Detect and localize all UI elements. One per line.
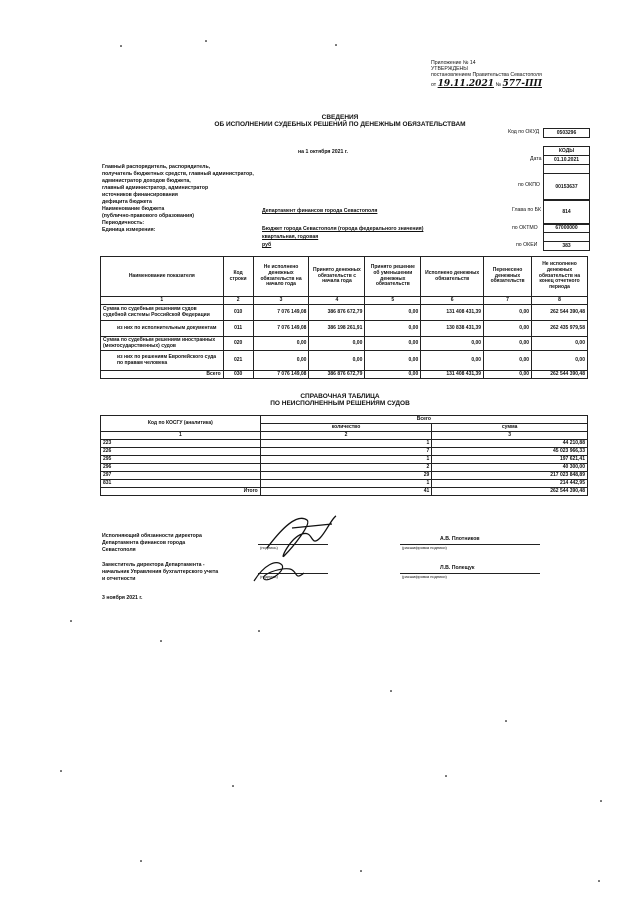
signature-date: 3 ноября 2021 г. (102, 595, 143, 601)
bk-code: 814 (543, 199, 590, 225)
info-line: Периодичность: (102, 220, 145, 227)
ref-header-qty: количество (260, 424, 432, 432)
info-line: Единица измерения: (102, 227, 156, 234)
signer2-role-line: и отчетности (102, 576, 136, 583)
table-row (101, 464, 588, 472)
ref-sum: 197 621,41 (432, 456, 588, 464)
ref-header-sum: сумма (432, 424, 588, 432)
ref-header-kosgu: Код по КОСГУ (аналитика) (101, 416, 261, 432)
row-code: 021 (223, 351, 253, 371)
row-value: 0,00 (253, 337, 309, 351)
ref-code: 297 (101, 472, 261, 480)
table-total-row (101, 371, 588, 379)
table-row (101, 448, 588, 456)
scan-speck (140, 860, 142, 862)
approval-date-line (431, 79, 606, 89)
okei-code: 383 (543, 241, 590, 251)
ref-title (230, 393, 450, 408)
scan-speck (505, 720, 507, 722)
ref-colnum-row (101, 432, 588, 440)
approval-number: 577-ПП (502, 78, 542, 89)
ref-header-row (101, 416, 588, 424)
table-row (101, 456, 588, 464)
scan-speck (70, 620, 72, 622)
row-value: 262 544 390,48 (532, 305, 588, 321)
okpo-code: 00153637 (543, 173, 590, 201)
unit: руб (262, 242, 272, 248)
signer1-name: А.В. Плотников (440, 536, 480, 542)
header-cell: Перенесено денежных обязательств (484, 257, 532, 297)
signer1-role-line: Департамента финансов города (102, 540, 186, 547)
ref-sum: 40 300,00 (432, 464, 588, 472)
row-value: 262 435 979,58 (532, 321, 588, 337)
row-value: 0,00 (253, 351, 309, 371)
oktmo-code: 67000000 (543, 223, 590, 233)
row-value: 0,00 (365, 351, 421, 371)
scan-speck (445, 775, 447, 777)
row-value: 386 198 261,91 (309, 321, 365, 337)
row-name: Сумма по судебным решениям судов судебной системы Российской Федерации (101, 305, 224, 321)
scan-speck (160, 640, 162, 642)
signer2-role (102, 562, 218, 583)
ref-qty: 29 (260, 472, 432, 480)
header-cell: Принято решение об уменьшении денежных обязательств (365, 257, 421, 297)
ref-sum: 45 023 966,33 (432, 448, 588, 456)
row-value: 0,00 (484, 337, 532, 351)
info-line: получатель бюджетных средств, главный администратор, (102, 171, 254, 178)
row-value: 0,00 (484, 305, 532, 321)
ref-code: 223 (101, 440, 261, 448)
signer1-name-caption: (расшифровка подписи) (402, 545, 447, 550)
scan-speck (205, 40, 207, 42)
ref-qty: 7 (260, 448, 432, 456)
document-title (180, 114, 500, 129)
header-cell: Код строки (223, 257, 253, 297)
scan-speck (360, 870, 362, 872)
table-row (101, 480, 588, 488)
row-name: из них по решениям Европейского суда по правам человека (101, 351, 224, 371)
ref-qty: 2 (260, 464, 432, 472)
ref-code: 831 (101, 480, 261, 488)
org-name: Департамент финансов города Севастополя (262, 208, 378, 214)
row-value: 131 408 431,39 (421, 371, 484, 379)
header-cell: Исполнено денежных обязательств (421, 257, 484, 297)
ref-total-label: Итого (101, 488, 261, 496)
okei-label: по ОКЕИ (516, 242, 538, 248)
ref-code: 295 (101, 456, 261, 464)
row-name: Всего (101, 371, 224, 379)
ref-qty: 1 (260, 440, 432, 448)
header-cell: Наименование показателя (101, 257, 224, 297)
signer1-sign-caption: (подпись) (260, 545, 278, 550)
scan-speck (60, 770, 62, 772)
col-num: 2 (260, 432, 432, 440)
approval-num-label: № (495, 81, 502, 88)
row-value: 0,00 (365, 321, 421, 337)
row-value: 0,00 (309, 351, 365, 371)
row-value: 0,00 (421, 351, 484, 371)
ref-qty: 1 (260, 456, 432, 464)
ref-table (100, 415, 588, 496)
approval-line2: УТВЕРЖДЕНЫ (431, 65, 468, 72)
scan-speck (390, 690, 392, 692)
signer2-role-line: Заместитель директора Департамента - (102, 562, 205, 568)
col-num: 1 (101, 432, 261, 440)
col-num: 8 (532, 297, 588, 305)
signer1-role-line: Исполняющий обязанности директора (102, 533, 202, 539)
table-row (101, 321, 588, 337)
row-value: 131 408 431,39 (421, 305, 484, 321)
approval-ot: от (431, 81, 437, 88)
table-row (101, 337, 588, 351)
column-number-row (101, 297, 588, 305)
header-cell: Не исполнено денежных обязательств на конец отчетного периода (532, 257, 588, 297)
ref-title-line1: СПРАВОЧНАЯ ТАБЛИЦА (300, 393, 380, 400)
main-table-header (101, 257, 588, 297)
row-value: 262 544 390,48 (532, 371, 588, 379)
report-date: на 1 октября 2021 г. (298, 149, 348, 155)
col-num: 3 (253, 297, 309, 305)
col-num: 7 (484, 297, 532, 305)
table-row (101, 440, 588, 448)
row-code: 030 (223, 371, 253, 379)
okpo-label: по ОКПО (518, 182, 540, 188)
row-value: 386 876 672,79 (309, 305, 365, 321)
info-line: дефицита бюджета (102, 199, 152, 206)
date-code: 01.10.2021 (543, 155, 590, 165)
row-value: 7 076 149,08 (253, 305, 309, 321)
header-cell: Не исполнено денежных обязательств на начало года (253, 257, 309, 297)
row-value: 0,00 (309, 337, 365, 351)
left-info (102, 164, 262, 234)
scan-speck (335, 44, 337, 46)
ref-code: 226 (101, 448, 261, 456)
table-row (101, 351, 588, 371)
signer2-role-line: начальник Управления бухгалтерского учета (102, 569, 219, 576)
col-num: 5 (365, 297, 421, 305)
row-code: 011 (223, 321, 253, 337)
date-label: Дата (530, 156, 542, 162)
codes-header: КОДЫ (543, 146, 590, 156)
col-num: 6 (421, 297, 484, 305)
ref-code: 296 (101, 464, 261, 472)
table-row (101, 305, 588, 321)
periodicity: квартальная, годовая (262, 234, 319, 240)
ref-sum: 214 442,95 (432, 480, 588, 488)
ref-sum: 217 023 848,89 (432, 472, 588, 480)
row-name: Сумма по судебным решениям иностранных (межгосударственных) судов (101, 337, 224, 351)
info-line: источников финансирования (102, 192, 178, 199)
row-code: 010 (223, 305, 253, 321)
row-value: 0,00 (484, 351, 532, 371)
signature-2-image (250, 555, 310, 589)
ref-total-sum: 262 544 390,48 (432, 488, 588, 496)
main-table (100, 256, 588, 379)
budget-name: Бюджет города Севастополя (города федерального значения) (262, 226, 424, 232)
approval-date: 19.11.2021 (437, 78, 494, 89)
ref-total-qty: 41 (260, 488, 432, 496)
row-value: 7 076 149,08 (253, 371, 309, 379)
approval-line1: Приложение № 14 (431, 60, 476, 66)
row-value: 0,00 (421, 337, 484, 351)
scan-speck (600, 800, 602, 802)
col-num: 1 (101, 297, 224, 305)
scan-speck (232, 785, 234, 787)
row-value: 130 838 431,39 (421, 321, 484, 337)
signer2-sign-caption: (подпись) (260, 574, 278, 579)
signer2-name: Л.В. Полещук (440, 565, 475, 571)
okud-label: Код по ОКУД (508, 129, 540, 135)
title-line1: СВЕДЕНИЯ (321, 114, 359, 121)
row-code: 020 (223, 337, 253, 351)
info-line: (публично-правового образования) (102, 213, 195, 220)
ref-header-total: Всего (260, 416, 587, 424)
oktmo-label: по ОКТМО (512, 225, 538, 231)
signer1-role (102, 533, 202, 554)
scan-speck (120, 45, 122, 47)
scan-speck (598, 880, 600, 882)
col-num: 3 (432, 432, 588, 440)
ref-total-row (101, 488, 588, 496)
approval-line3: постановлением Правительства Севастополя (431, 71, 542, 78)
header-cell: Принято денежных обязательств с начала года (309, 257, 365, 297)
info-line: администратор доходов бюджета, (102, 178, 191, 185)
signer1-role-line: Севастополя (102, 547, 136, 554)
row-value: 0,00 (532, 337, 588, 351)
okud-code: 0503296 (543, 128, 590, 138)
col-num: 2 (223, 297, 253, 305)
row-value: 0,00 (484, 371, 532, 379)
ref-qty: 1 (260, 480, 432, 488)
title-line2: ОБ ИСПОЛНЕНИИ СУДЕБНЫХ РЕШЕНИЙ ПО ДЕНЕЖНЫМ ОБЯЗАТЕЛЬСТВАМ (214, 121, 466, 129)
scan-speck (258, 630, 260, 632)
row-value: 0,00 (365, 305, 421, 321)
row-value: 0,00 (365, 371, 421, 379)
info-line: главный администратор, администратор (102, 185, 209, 192)
approval-block (431, 61, 606, 89)
row-name: из них по исполнительным документам (101, 321, 224, 337)
table-row (101, 472, 588, 480)
row-value: 0,00 (484, 321, 532, 337)
ref-title-line2: ПО НЕИСПОЛНЕННЫМ РЕШЕНИЯМ СУДОВ (270, 400, 410, 408)
info-line: Наименование бюджета (102, 206, 165, 213)
info-line: Главный распорядитель, распорядитель, (102, 164, 211, 170)
bk-label: Глава по БК (512, 207, 542, 213)
row-value: 7 076 149,08 (253, 321, 309, 337)
col-num: 4 (309, 297, 365, 305)
row-value: 0,00 (532, 351, 588, 371)
ref-sum: 44 210,88 (432, 440, 588, 448)
row-value: 386 876 672,79 (309, 371, 365, 379)
signer2-name-caption: (расшифровка подписи) (402, 574, 447, 579)
row-value: 0,00 (365, 337, 421, 351)
